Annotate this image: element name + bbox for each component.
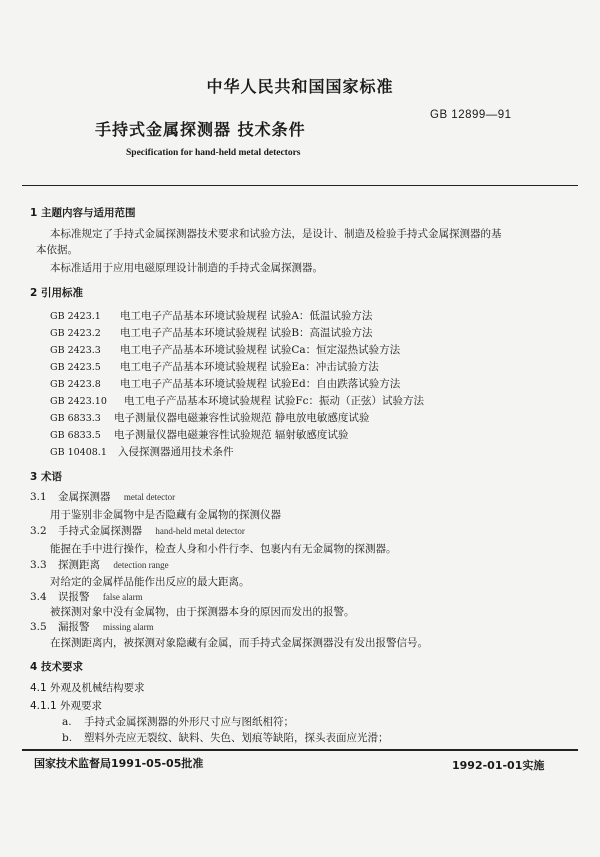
- term-definition: 对给定的金属样品能作出反应的最大距离。: [50, 576, 250, 588]
- term-definition: 用于鉴别非金属物中是否隐藏有金属物的探测仪器: [50, 509, 281, 521]
- term-english: detection range: [113, 560, 169, 570]
- term-heading: [30, 559, 169, 571]
- standard-number: GB 12899—91: [430, 109, 512, 121]
- term-heading: [30, 525, 245, 537]
- reference-item: [50, 446, 234, 459]
- agency-title: 中华人民共和国国家标准: [206, 77, 394, 96]
- term-chinese: 探测距离: [58, 559, 100, 571]
- term-number: 3.1: [30, 491, 47, 503]
- reference-item: [50, 361, 379, 374]
- reference-item: [50, 378, 400, 391]
- reference-title: 电工电子产品基本环境试验规程 试验B：高温试验方法: [120, 327, 373, 339]
- term-chinese: 金属探测器: [58, 491, 111, 503]
- reference-item: [50, 344, 400, 357]
- reference-code: GB 2423.2: [50, 328, 101, 339]
- requirement-item: [62, 732, 389, 744]
- term-chinese: 手持式金属探测器: [58, 525, 142, 537]
- section-2-heading: 2 引用标准: [30, 287, 83, 299]
- reference-code: GB 2423.10: [50, 396, 107, 407]
- item-mark: a.: [62, 716, 72, 728]
- reference-code: GB 6833.5: [50, 430, 101, 441]
- reference-item: [50, 412, 369, 425]
- term-number: 3.4: [30, 591, 47, 603]
- term-definition: 能握在手中进行操作，检查人身和小件行李、包裹内有无金属物的探测器。: [50, 543, 397, 555]
- item-text: 手持式金属探测器的外形尺寸应与图纸相符；: [84, 716, 294, 728]
- document-title: 手持式金属探测器 技术条件: [95, 120, 306, 139]
- subsection-4-1-heading: 4.1 外观及机械结构要求: [30, 682, 145, 694]
- reference-item: [50, 310, 372, 323]
- reference-title: 入侵探测器通用技术条件: [118, 446, 234, 458]
- reference-title: 电工电子产品基本环境试验规程 试验Ca：恒定湿热试验方法: [120, 344, 401, 356]
- reference-title: 电子测量仪器电磁兼容性试验规范 静电放电敏感度试验: [114, 412, 370, 424]
- reference-code: GB 6833.3: [50, 413, 101, 424]
- reference-code: GB 2423.3: [50, 345, 101, 356]
- requirement-item: [62, 716, 294, 728]
- section-3-heading: 3 术语: [30, 471, 62, 483]
- item-text: 塑料外壳应无裂纹、缺料、失色、划痕等缺陷，探头表面应光滑；: [84, 732, 389, 744]
- term-english: missing alarm: [102, 622, 154, 632]
- term-chinese: 漏报警: [58, 621, 90, 633]
- section-1-heading: 1 主题内容与适用范围: [30, 207, 136, 219]
- term-definition: 在探测距离内，被探测对象隐藏有金属，而手持式金属探测器没有发出报警信号。: [50, 637, 428, 649]
- reference-item: [50, 327, 373, 340]
- term-english: hand-held metal detector: [155, 526, 245, 536]
- section-1-para-1b: 本依据。: [36, 244, 78, 256]
- reference-title: 电子测量仪器电磁兼容性试验规范 辐射敏感度试验: [114, 429, 349, 441]
- reference-item: [50, 395, 424, 408]
- reference-code: GB 10408.1: [50, 447, 107, 458]
- reference-code: GB 2423.5: [50, 362, 101, 373]
- term-number: 3.2: [30, 525, 47, 537]
- term-definition: 被探测对象中没有金属物，由于探测器本身的原因而发出的报警。: [50, 606, 355, 618]
- term-number: 3.3: [30, 559, 47, 571]
- reference-title: 电工电子产品基本环境试验规程 试验Ea：冲击试验方法: [120, 361, 379, 373]
- item-mark: b.: [62, 732, 73, 744]
- english-title: Specification for hand-held metal detectors: [126, 148, 301, 158]
- section-1-para-1a: 本标准规定了手持式金属探测器技术要求和试验方法，是设计、制造及检验手持式金属探测器的基: [50, 228, 502, 240]
- reference-title: 电工电子产品基本环境试验规程 试验Ed：自由跌落试验方法: [120, 378, 401, 390]
- term-english: false alarm: [102, 592, 143, 602]
- term-heading: [30, 491, 175, 503]
- reference-code: GB 2423.1: [50, 311, 101, 322]
- section-1-para-2: 本标准适用于应用电磁原理设计制造的手持式金属探测器。: [50, 262, 323, 274]
- reference-item: [50, 429, 348, 442]
- reference-code: GB 2423.8: [50, 379, 101, 390]
- term-english: metal detector: [123, 492, 176, 502]
- reference-title: 电工电子产品基本环境试验规程 试验Fc：振动（正弦）试验方法: [124, 395, 425, 407]
- section-4-heading: 4 技术要求: [30, 661, 83, 673]
- footer-divider: [22, 749, 578, 751]
- term-heading: [30, 621, 154, 633]
- header-divider: [22, 185, 578, 186]
- term-number: 3.5: [30, 621, 47, 633]
- term-heading: [30, 591, 143, 603]
- approval-line: 国家技术监督局1991-05-05批准: [34, 757, 204, 770]
- effective-date: 1992-01-01实施: [452, 759, 545, 772]
- subsection-4-1-1-heading: 4.1.1 外观要求: [30, 700, 103, 712]
- reference-title: 电工电子产品基本环境试验规程 试验A：低温试验方法: [120, 310, 373, 322]
- term-chinese: 误报警: [58, 591, 90, 603]
